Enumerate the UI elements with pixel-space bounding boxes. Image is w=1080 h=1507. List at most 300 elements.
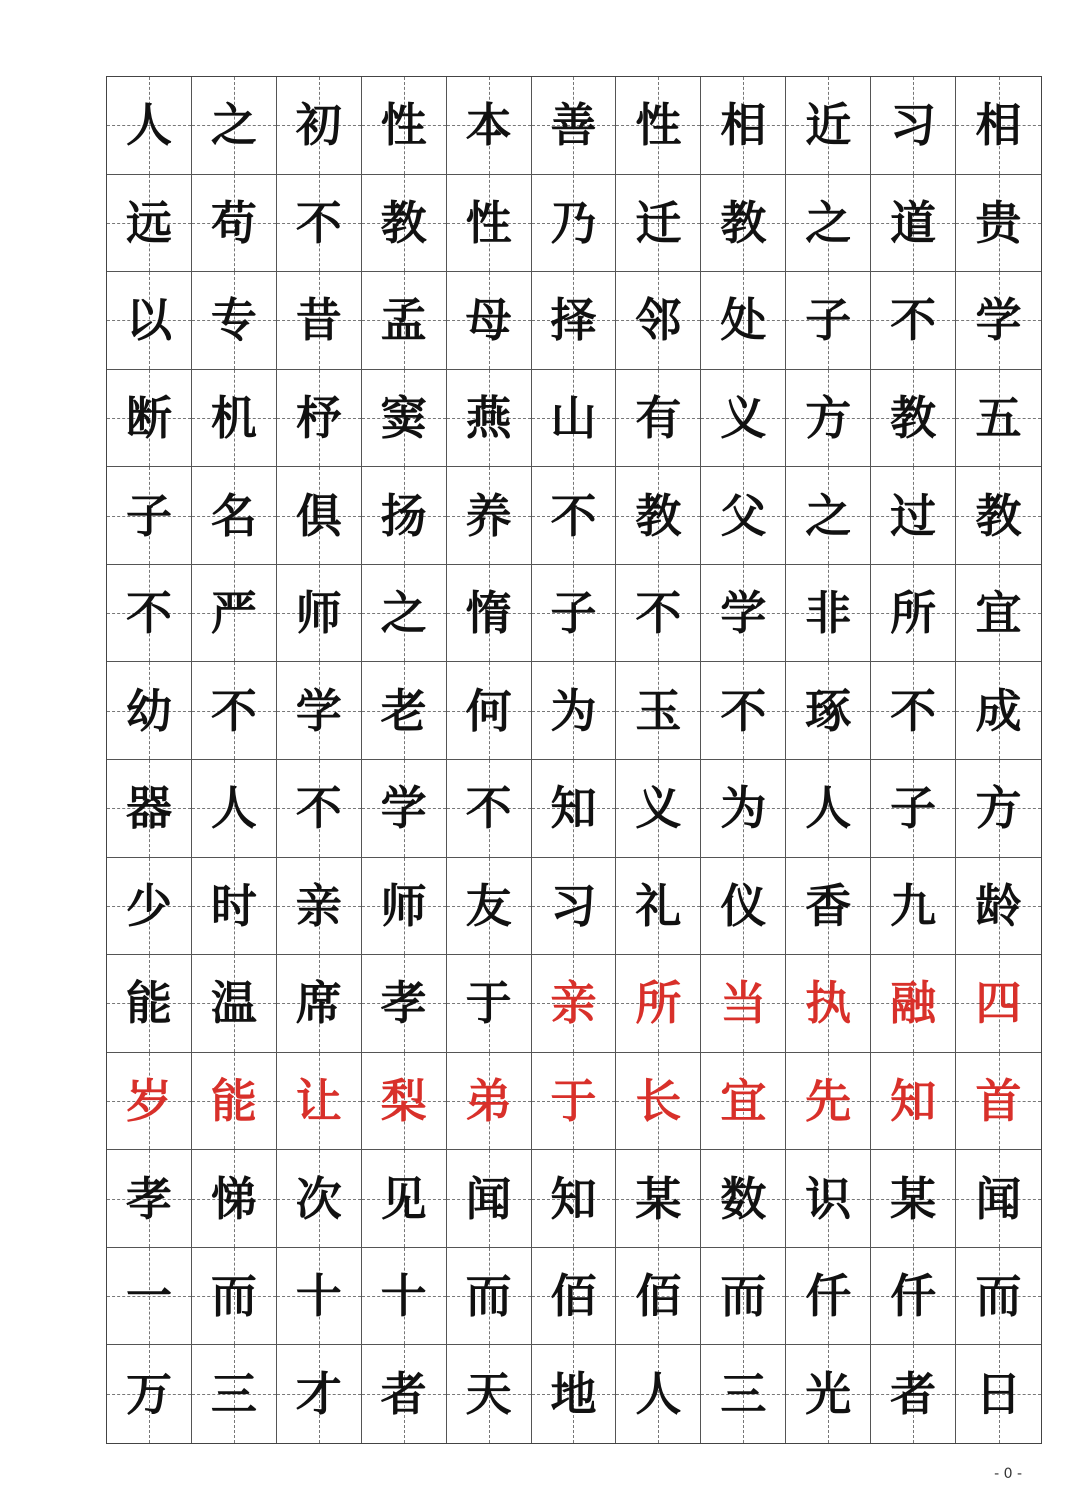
- grid-cell: [956, 565, 1041, 663]
- character-glyph: 日: [975, 1367, 1022, 1422]
- grid-cell: [362, 1053, 447, 1151]
- character-glyph: 弟: [465, 1073, 512, 1128]
- grid-cell: [871, 1248, 956, 1346]
- character-glyph: 教: [635, 488, 682, 543]
- grid-cell: [277, 272, 362, 370]
- grid-cell: [786, 955, 871, 1053]
- grid-cell: [956, 662, 1041, 760]
- character-glyph: 为: [550, 683, 597, 738]
- character-glyph: 不: [210, 683, 257, 738]
- character-glyph: 教: [975, 488, 1022, 543]
- grid-cell: [871, 760, 956, 858]
- grid-cell: [447, 175, 532, 273]
- character-glyph: 教: [720, 195, 767, 250]
- character-glyph: 子: [890, 781, 937, 836]
- character-glyph: 择: [550, 293, 597, 348]
- character-glyph: 邻: [635, 293, 682, 348]
- character-glyph: 不: [890, 293, 937, 348]
- grid-cell: [786, 370, 871, 468]
- grid-cell: [362, 858, 447, 956]
- grid-cell: [701, 662, 786, 760]
- grid-cell: [871, 858, 956, 956]
- grid-cell: [107, 955, 192, 1053]
- grid-cell: [701, 955, 786, 1053]
- character-glyph: 三: [210, 1367, 257, 1422]
- grid-cell: [362, 1248, 447, 1346]
- character-glyph: 于: [465, 976, 512, 1031]
- grid-cell: [107, 272, 192, 370]
- grid-cell: [362, 1150, 447, 1248]
- grid-cell: [871, 1345, 956, 1443]
- grid-cell: [786, 1053, 871, 1151]
- character-glyph: 某: [890, 1171, 937, 1226]
- grid-cell: [532, 1248, 617, 1346]
- character-glyph: 所: [890, 586, 937, 641]
- character-glyph: 严: [210, 586, 257, 641]
- grid-cell: [447, 1150, 532, 1248]
- character-glyph: 幼: [125, 683, 172, 738]
- character-glyph: 人: [125, 98, 172, 153]
- grid-cell: [192, 858, 277, 956]
- character-glyph: 而: [465, 1269, 512, 1324]
- character-glyph: 善: [550, 98, 597, 153]
- character-glyph: 之: [805, 195, 852, 250]
- grid-cell: [277, 760, 362, 858]
- grid-cell: [871, 955, 956, 1053]
- character-glyph: 教: [890, 390, 937, 445]
- character-glyph: 而: [975, 1269, 1022, 1324]
- character-glyph: 于: [550, 1073, 597, 1128]
- character-glyph: 先: [805, 1073, 852, 1128]
- grid-cell: [786, 1248, 871, 1346]
- character-glyph: 不: [465, 781, 512, 836]
- character-glyph: 燕: [465, 390, 512, 445]
- grid-cell: [192, 77, 277, 175]
- character-glyph: 琢: [805, 683, 852, 738]
- character-glyph: 而: [210, 1269, 257, 1324]
- grid-cell: [362, 662, 447, 760]
- grid-cell: [786, 272, 871, 370]
- character-glyph: 仟: [890, 1269, 937, 1324]
- character-glyph: 名: [210, 488, 257, 543]
- character-glyph: 长: [635, 1073, 682, 1128]
- character-glyph: 惰: [465, 586, 512, 641]
- grid-cell: [277, 1150, 362, 1248]
- character-glyph: 器: [125, 781, 172, 836]
- character-glyph: 某: [635, 1171, 682, 1226]
- character-glyph: 学: [975, 293, 1022, 348]
- grid-cell: [107, 858, 192, 956]
- character-glyph: 学: [720, 586, 767, 641]
- grid-cell: [362, 760, 447, 858]
- grid-cell: [192, 955, 277, 1053]
- grid-cell: [786, 662, 871, 760]
- character-glyph: 俱: [295, 488, 342, 543]
- grid-cell: [192, 370, 277, 468]
- grid-cell: [192, 175, 277, 273]
- grid-cell: [871, 175, 956, 273]
- grid-cell: [956, 1345, 1041, 1443]
- grid-cell: [192, 467, 277, 565]
- grid-cell: [447, 858, 532, 956]
- grid-cell: [362, 955, 447, 1053]
- character-glyph: 窦: [380, 390, 427, 445]
- character-glyph: 远: [125, 195, 172, 250]
- grid-cell: [616, 1053, 701, 1151]
- grid-cell: [701, 77, 786, 175]
- grid-cell: [701, 1053, 786, 1151]
- character-glyph: 能: [125, 976, 172, 1031]
- character-glyph: 山: [550, 390, 597, 445]
- character-glyph: 习: [550, 878, 597, 933]
- character-glyph: 亲: [295, 878, 342, 933]
- grid-cell: [447, 565, 532, 663]
- grid-cell: [362, 77, 447, 175]
- character-glyph: 十: [295, 1269, 342, 1324]
- grid-cell: [192, 760, 277, 858]
- character-glyph: 乃: [550, 195, 597, 250]
- grid-cell: [532, 272, 617, 370]
- grid-cell: [786, 77, 871, 175]
- grid-cell: [107, 175, 192, 273]
- character-glyph: 人: [210, 781, 257, 836]
- character-glyph: 养: [465, 488, 512, 543]
- character-glyph: 教: [380, 195, 427, 250]
- character-glyph: 性: [465, 195, 512, 250]
- character-glyph: 四: [975, 976, 1022, 1031]
- character-glyph: 者: [890, 1367, 937, 1422]
- grid-cell: [701, 272, 786, 370]
- grid-cell: [192, 272, 277, 370]
- grid-cell: [447, 1345, 532, 1443]
- grid-cell: [956, 467, 1041, 565]
- character-glyph: 之: [805, 488, 852, 543]
- grid-cell: [107, 662, 192, 760]
- grid-cell: [447, 370, 532, 468]
- grid-cell: [447, 467, 532, 565]
- grid-cell: [532, 760, 617, 858]
- grid-cell: [616, 760, 701, 858]
- character-glyph: 何: [465, 683, 512, 738]
- character-glyph: 闻: [465, 1171, 512, 1226]
- grid-cell: [956, 272, 1041, 370]
- character-glyph: 苟: [210, 195, 257, 250]
- grid-cell: [701, 858, 786, 956]
- grid-cell: [956, 1150, 1041, 1248]
- character-glyph: 三: [720, 1367, 767, 1422]
- character-glyph: 所: [635, 976, 682, 1031]
- grid-cell: [532, 565, 617, 663]
- character-glyph: 非: [805, 586, 852, 641]
- character-glyph: 不: [550, 488, 597, 543]
- character-glyph: 温: [210, 976, 257, 1031]
- character-glyph: 梨: [380, 1073, 427, 1128]
- character-glyph: 性: [380, 98, 427, 153]
- grid-cell: [956, 760, 1041, 858]
- character-glyph: 扬: [380, 488, 427, 543]
- grid-cell: [277, 955, 362, 1053]
- character-glyph: 才: [295, 1367, 342, 1422]
- grid-cell: [532, 77, 617, 175]
- character-glyph: 天: [465, 1367, 512, 1422]
- character-glyph: 数: [720, 1171, 767, 1226]
- character-glyph: 以: [125, 293, 172, 348]
- character-glyph: 相: [975, 98, 1022, 153]
- grid-cell: [786, 760, 871, 858]
- grid-cell: [786, 565, 871, 663]
- character-glyph: 一: [125, 1269, 172, 1324]
- character-glyph: 时: [210, 878, 257, 933]
- character-glyph: 性: [635, 98, 682, 153]
- character-glyph: 当: [720, 976, 767, 1031]
- grid-cell: [871, 1150, 956, 1248]
- grid-cell: [616, 565, 701, 663]
- grid-cell: [532, 858, 617, 956]
- grid-cell: [956, 1248, 1041, 1346]
- grid-cell: [871, 662, 956, 760]
- grid-cell: [277, 565, 362, 663]
- grid-cell: [616, 370, 701, 468]
- character-glyph: 九: [890, 878, 937, 933]
- grid-cell: [616, 858, 701, 956]
- character-glyph: 执: [805, 976, 852, 1031]
- grid-cell: [192, 1248, 277, 1346]
- character-glyph: 相: [720, 98, 767, 153]
- character-glyph: 能: [210, 1073, 257, 1128]
- character-glyph: 人: [635, 1367, 682, 1422]
- character-practice-grid: [106, 76, 1042, 1444]
- grid-cell: [107, 760, 192, 858]
- character-glyph: 近: [805, 98, 852, 153]
- grid-cell: [532, 662, 617, 760]
- character-glyph: 岁: [125, 1073, 172, 1128]
- grid-cell: [616, 1248, 701, 1346]
- grid-cell: [616, 1345, 701, 1443]
- grid-cell: [107, 467, 192, 565]
- character-glyph: 老: [380, 683, 427, 738]
- grid-cell: [447, 77, 532, 175]
- character-glyph: 而: [720, 1269, 767, 1324]
- grid-cell: [871, 565, 956, 663]
- grid-cell: [871, 77, 956, 175]
- grid-cell: [362, 565, 447, 663]
- grid-cell: [871, 467, 956, 565]
- grid-cell: [192, 1345, 277, 1443]
- grid-cell: [532, 1345, 617, 1443]
- character-glyph: 不: [125, 586, 172, 641]
- page-number: - 0 -: [994, 1466, 1022, 1482]
- grid-cell: [616, 662, 701, 760]
- character-glyph: 人: [805, 781, 852, 836]
- character-glyph: 为: [720, 781, 767, 836]
- grid-cell: [532, 467, 617, 565]
- character-glyph: 不: [635, 586, 682, 641]
- grid-cell: [107, 1150, 192, 1248]
- character-glyph: 道: [890, 195, 937, 250]
- grid-cell: [362, 175, 447, 273]
- character-glyph: 子: [125, 488, 172, 543]
- character-glyph: 昔: [295, 293, 342, 348]
- grid-cell: [362, 467, 447, 565]
- character-glyph: 香: [805, 878, 852, 933]
- grid-cell: [701, 760, 786, 858]
- grid-cell: [786, 467, 871, 565]
- grid-cell: [447, 1248, 532, 1346]
- character-glyph: 让: [295, 1073, 342, 1128]
- grid-cell: [107, 1053, 192, 1151]
- character-glyph: 贵: [975, 195, 1022, 250]
- character-glyph: 仪: [720, 878, 767, 933]
- character-glyph: 迁: [635, 195, 682, 250]
- grid-cell: [192, 662, 277, 760]
- character-glyph: 融: [890, 976, 937, 1031]
- grid-cell: [277, 77, 362, 175]
- grid-cell: [786, 858, 871, 956]
- grid-cell: [532, 370, 617, 468]
- character-glyph: 义: [720, 390, 767, 445]
- grid-cell: [786, 175, 871, 273]
- character-glyph: 师: [380, 878, 427, 933]
- grid-cell: [447, 662, 532, 760]
- grid-cell: [701, 1248, 786, 1346]
- grid-cell: [956, 1053, 1041, 1151]
- character-glyph: 方: [805, 390, 852, 445]
- character-glyph: 少: [125, 878, 172, 933]
- character-glyph: 万: [125, 1367, 172, 1422]
- grid-cell: [532, 1150, 617, 1248]
- character-glyph: 孝: [125, 1171, 172, 1226]
- character-glyph: 地: [550, 1367, 597, 1422]
- character-glyph: 不: [720, 683, 767, 738]
- grid-cell: [107, 370, 192, 468]
- grid-cell: [701, 565, 786, 663]
- grid-cell: [107, 1248, 192, 1346]
- character-glyph: 父: [720, 488, 767, 543]
- grid-cell: [532, 955, 617, 1053]
- character-glyph: 习: [890, 98, 937, 153]
- character-glyph: 孝: [380, 976, 427, 1031]
- grid-cell: [616, 1150, 701, 1248]
- character-glyph: 母: [465, 293, 512, 348]
- character-glyph: 过: [890, 488, 937, 543]
- character-glyph: 席: [295, 976, 342, 1031]
- character-glyph: 次: [295, 1171, 342, 1226]
- grid-cell: [107, 565, 192, 663]
- character-glyph: 知: [550, 781, 597, 836]
- character-glyph: 首: [975, 1073, 1022, 1128]
- character-glyph: 佰: [635, 1269, 682, 1324]
- character-glyph: 不: [295, 195, 342, 250]
- character-glyph: 十: [380, 1269, 427, 1324]
- character-glyph: 成: [975, 683, 1022, 738]
- grid-cell: [871, 1053, 956, 1151]
- grid-cell: [362, 370, 447, 468]
- grid-cell: [447, 1053, 532, 1151]
- grid-cell: [701, 175, 786, 273]
- character-glyph: 亲: [550, 976, 597, 1031]
- grid-cell: [616, 175, 701, 273]
- grid-cell: [277, 662, 362, 760]
- character-glyph: 学: [380, 781, 427, 836]
- character-glyph: 师: [295, 586, 342, 641]
- character-glyph: 者: [380, 1367, 427, 1422]
- character-glyph: 宜: [720, 1073, 767, 1128]
- grid-cell: [447, 760, 532, 858]
- grid-cell: [786, 1345, 871, 1443]
- grid-cell: [616, 955, 701, 1053]
- grid-cell: [701, 1150, 786, 1248]
- character-glyph: 五: [975, 390, 1022, 445]
- character-glyph: 见: [380, 1171, 427, 1226]
- character-glyph: 知: [890, 1073, 937, 1128]
- grid-cell: [956, 370, 1041, 468]
- grid-cell: [616, 272, 701, 370]
- character-glyph: 有: [635, 390, 682, 445]
- grid-cell: [701, 467, 786, 565]
- character-glyph: 杼: [295, 390, 342, 445]
- grid-cell: [277, 1345, 362, 1443]
- grid-cell: [447, 272, 532, 370]
- grid-cell: [871, 370, 956, 468]
- grid-cell: [956, 175, 1041, 273]
- character-glyph: 学: [295, 683, 342, 738]
- character-glyph: 孟: [380, 293, 427, 348]
- grid-cell: [532, 175, 617, 273]
- grid-cell: [277, 1248, 362, 1346]
- character-glyph: 子: [805, 293, 852, 348]
- grid-cell: [532, 1053, 617, 1151]
- character-glyph: 悌: [210, 1171, 257, 1226]
- grid-cell: [616, 77, 701, 175]
- character-glyph: 子: [550, 586, 597, 641]
- grid-cell: [277, 467, 362, 565]
- grid-cell: [701, 370, 786, 468]
- character-glyph: 处: [720, 293, 767, 348]
- character-glyph: 义: [635, 781, 682, 836]
- grid-cell: [447, 955, 532, 1053]
- grid-cell: [107, 1345, 192, 1443]
- grid-cell: [701, 1345, 786, 1443]
- grid-cell: [277, 1053, 362, 1151]
- grid-cell: [362, 1345, 447, 1443]
- character-glyph: 不: [890, 683, 937, 738]
- character-glyph: 宜: [975, 586, 1022, 641]
- grid-cell: [192, 1150, 277, 1248]
- character-glyph: 礼: [635, 878, 682, 933]
- character-glyph: 知: [550, 1171, 597, 1226]
- character-glyph: 光: [805, 1367, 852, 1422]
- grid-cell: [956, 77, 1041, 175]
- character-glyph: 之: [380, 586, 427, 641]
- character-glyph: 识: [805, 1171, 852, 1226]
- character-glyph: 闻: [975, 1171, 1022, 1226]
- character-glyph: 佰: [550, 1269, 597, 1324]
- grid-cell: [956, 955, 1041, 1053]
- character-glyph: 仟: [805, 1269, 852, 1324]
- grid-cell: [192, 1053, 277, 1151]
- grid-cell: [956, 858, 1041, 956]
- grid-cell: [277, 858, 362, 956]
- grid-cell: [616, 467, 701, 565]
- character-glyph: 方: [975, 781, 1022, 836]
- character-glyph: 龄: [975, 878, 1022, 933]
- grid-cell: [362, 272, 447, 370]
- character-glyph: 本: [465, 98, 512, 153]
- character-glyph: 玉: [635, 683, 682, 738]
- character-glyph: 专: [210, 293, 257, 348]
- character-glyph: 友: [465, 878, 512, 933]
- character-glyph: 机: [210, 390, 257, 445]
